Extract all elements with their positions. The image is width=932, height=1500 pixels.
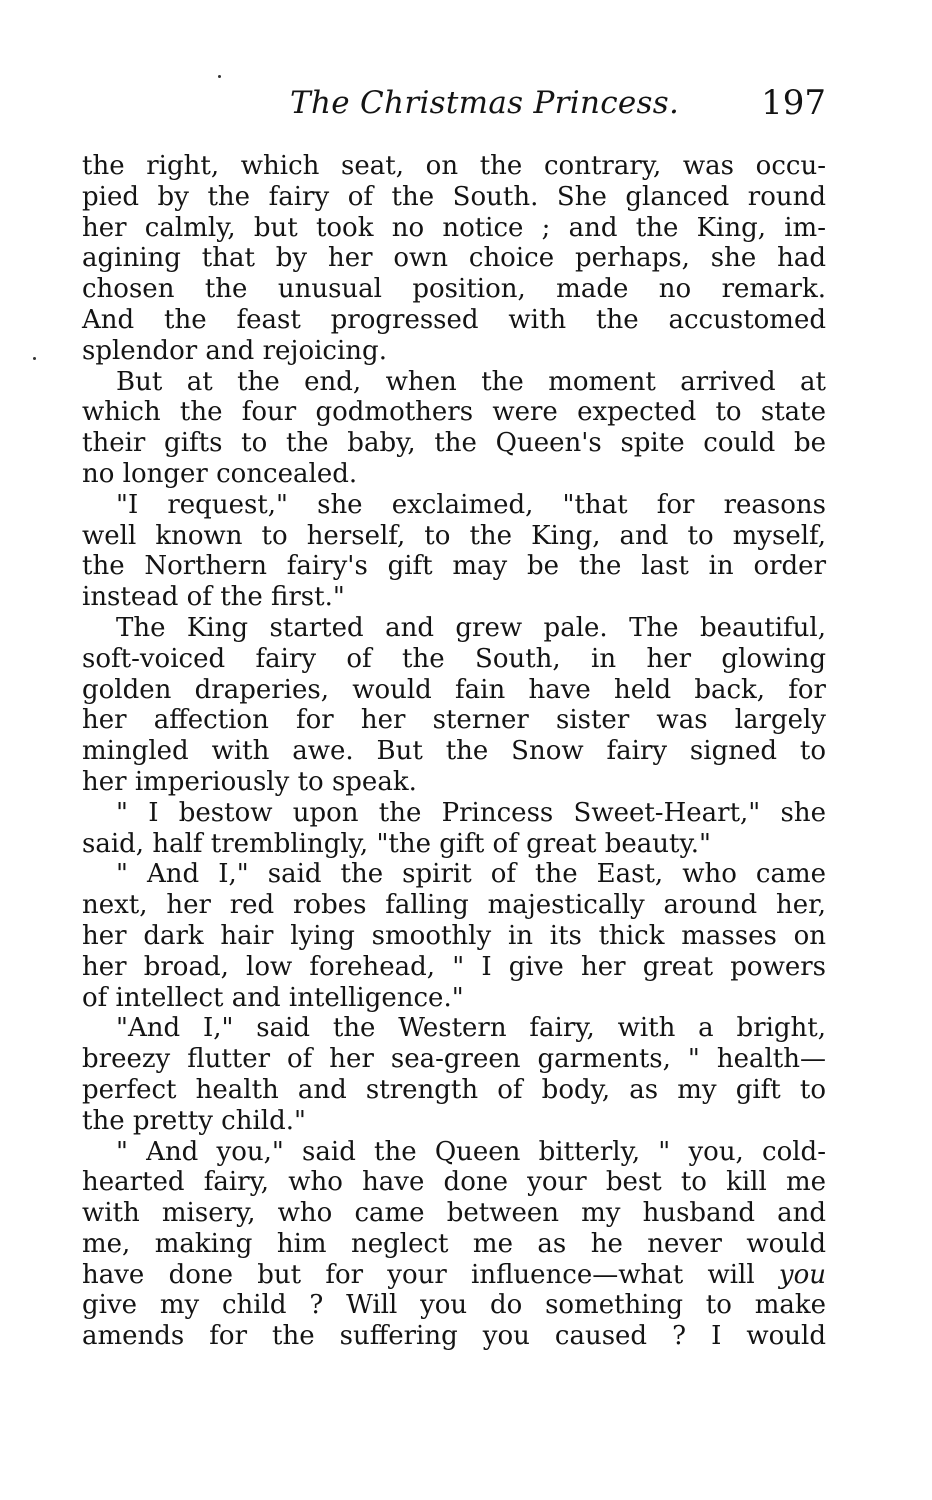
text-line: hearted fairy, who have done your best to kill me (82, 1167, 826, 1198)
text-line: " And you," said the Queen bitterly, " you, cold- (116, 1136, 826, 1167)
text-line: agining that by her own choice perhaps, she had (82, 243, 826, 274)
text-line: her calmly, but took no notice ; and the King, im- (82, 212, 826, 243)
text-line: have done but for your influence—what will you (82, 1259, 826, 1290)
text-line: chosen the unusual position, made no remark. (82, 274, 826, 305)
text-line: me, making him neglect me as he never would (82, 1228, 826, 1259)
text-line: soft-voiced fairy of the South, in her glowing (82, 643, 826, 674)
text-line: "And I," said the Western fairy, with a bright, (116, 1013, 826, 1044)
text-line: the Northern fairy's gift may be the last in order (82, 551, 826, 582)
print-speck (33, 357, 36, 360)
page-number: 197 (761, 83, 826, 123)
text-line: no longer concealed. (82, 458, 358, 489)
print-speck (218, 75, 221, 78)
text-line: splendor and rejoicing. (82, 335, 387, 366)
text-line: give my child ? Will you do something to make (82, 1290, 826, 1321)
text-line: her imperiously to speak. (82, 766, 417, 797)
text-line: mingled with awe. But the Snow fairy signed to (82, 736, 826, 767)
text-line: her broad, low forehead, " I give her great powers (82, 951, 826, 982)
text-line: her dark hair lying smoothly in its thick masses on (82, 920, 826, 951)
text-line: perfect health and strength of body, as my gift to (82, 1074, 826, 1105)
page-header (82, 78, 826, 128)
text-line: "I request," she exclaimed, "that for reasons (116, 489, 826, 520)
text-line: which the four godmothers were expected to state (82, 397, 826, 428)
text-line: instead of the first." (82, 582, 345, 613)
text-line: pied by the fairy of the South. She glanced round (82, 181, 826, 212)
text-line: of intellect and intelligence." (82, 982, 464, 1013)
text-line: " And I," said the spirit of the East, who came (116, 859, 826, 890)
text-line: her affection for her sterner sister was largely (82, 705, 826, 736)
text-line: golden draperies, would fain have held back, for (82, 674, 826, 705)
text-line: The King started and grew pale. The beautiful, (116, 612, 826, 643)
text-line: breezy flutter of her sea-green garments, " health— (82, 1044, 826, 1075)
text-line: And the feast progressed with the accustomed (82, 304, 826, 335)
text-line: with misery, who came between my husband and (82, 1198, 826, 1229)
text-line: But at the end, when the moment arrived at (116, 366, 826, 397)
text-line: " I bestow upon the Princess Sweet-Heart," she (116, 797, 826, 828)
text-line: amends for the suffering you caused ? I would (82, 1321, 826, 1352)
text-line: well known to herself, to the King, and to myself, (82, 520, 826, 551)
text-line: the pretty child." (82, 1105, 306, 1136)
text-line: their gifts to the baby, the Queen's spite could be (82, 428, 826, 459)
text-line: the right, which seat, on the contrary, was occu- (82, 151, 826, 181)
emphasis: you (778, 1259, 826, 1290)
text-line: said, half tremblingly, "the gift of great beauty." (82, 828, 711, 859)
body-text (82, 151, 826, 1352)
text-line: next, her red robes falling majestically around her, (82, 890, 826, 921)
running-title: The Christmas Princess. (290, 85, 680, 121)
